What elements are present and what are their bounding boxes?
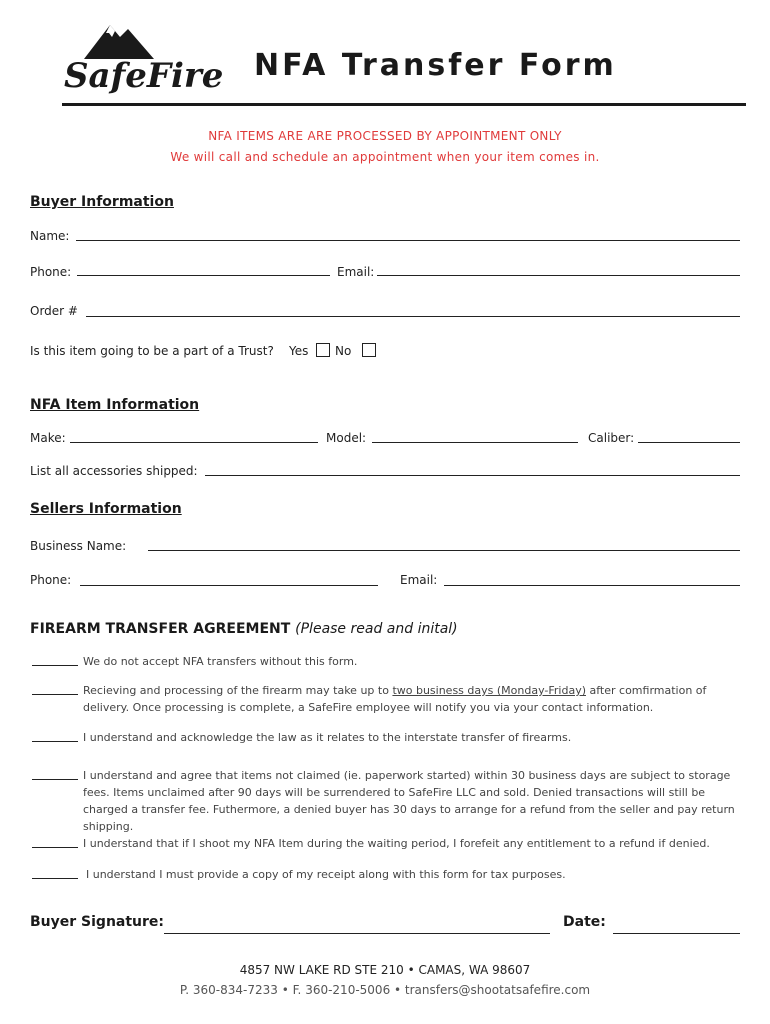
agreement-heading xyxy=(30,621,458,637)
accessories-label: List all accessories shipped: xyxy=(30,464,198,478)
footer-address: 4857 NW LAKE RD STE 210 • CAMAS, WA 98607 xyxy=(239,963,531,977)
caliber-field[interactable] xyxy=(638,442,740,443)
order-number-label: Order # xyxy=(30,304,78,318)
buyer-phone-field[interactable] xyxy=(77,275,330,276)
initial-blank-5[interactable] xyxy=(32,847,78,848)
date-field[interactable] xyxy=(613,933,740,934)
trust-yes-checkbox[interactable] xyxy=(316,343,330,357)
accessories-field[interactable] xyxy=(205,475,740,476)
trust-no-label: No xyxy=(335,344,352,358)
business-name-field[interactable] xyxy=(148,550,740,551)
initial-blank-6[interactable] xyxy=(32,878,78,879)
buyer-email-field[interactable] xyxy=(377,275,740,276)
initial-blank-1[interactable] xyxy=(32,665,78,666)
agreement-item-2-underlined: two business days (Monday-Friday) xyxy=(392,684,586,697)
initial-blank-2[interactable] xyxy=(32,694,78,695)
agreement-item-6: I understand I must provide a copy of my receipt along with this form for tax purposes. xyxy=(86,868,566,881)
date-label: Date: xyxy=(563,914,606,930)
agreement-item-2-post: after comfirmation of delivery. Once processing is complete, a SafeFire employee will notify you via your contact information. xyxy=(83,684,707,714)
buyer-signature-field[interactable] xyxy=(164,933,550,934)
appointment-notice: NFA ITEMS ARE ARE PROCESSED BY APPOINTMENT ONLY xyxy=(208,129,562,143)
page-title: NFA Transfer Form xyxy=(254,48,617,83)
trust-yes-label: Yes xyxy=(289,344,309,358)
seller-phone-label: Phone: xyxy=(30,573,72,587)
safefire-logo xyxy=(62,15,222,95)
logo-text: SafeFire xyxy=(64,56,222,95)
buyer-info-heading: Buyer Information xyxy=(30,194,174,210)
trust-question: Is this item going to be a part of a Trust? xyxy=(30,344,274,358)
title-divider xyxy=(62,103,746,106)
footer-contact: P. 360-834-7233 • F. 360-210-5006 • transfers@shootatsafefire.com xyxy=(179,983,591,997)
agreement-item-2 xyxy=(83,682,743,716)
buyer-name-field[interactable] xyxy=(76,240,740,241)
initial-blank-4[interactable] xyxy=(32,779,78,780)
initial-blank-3[interactable] xyxy=(32,741,78,742)
nfa-item-heading: NFA Item Information xyxy=(30,397,200,413)
caliber-label: Caliber: xyxy=(588,431,635,445)
agreement-item-2-pre: Recieving and processing of the firearm may take up to xyxy=(83,684,393,697)
buyer-phone-label: Phone: xyxy=(30,265,72,279)
agreement-item-1: We do not accept NFA transfers without this form. xyxy=(83,655,358,668)
appointment-subnotice: We will call and schedule an appointment when your item comes in. xyxy=(170,150,600,164)
buyer-name-label: Name: xyxy=(30,229,70,243)
make-field[interactable] xyxy=(70,442,318,443)
business-name-label: Business Name: xyxy=(30,539,127,553)
model-label: Model: xyxy=(326,431,367,445)
seller-email-label: Email: xyxy=(400,573,438,587)
seller-email-field[interactable] xyxy=(444,585,740,586)
agreement-item-5: I understand that if I shoot my NFA Item during the waiting period, I forefeit any entitlement to a refund if denied. xyxy=(83,837,710,850)
seller-phone-field[interactable] xyxy=(80,585,378,586)
agreement-instruction: (Please read and inital) xyxy=(295,621,458,637)
buyer-email-label: Email: xyxy=(337,265,375,279)
agreement-item-4: I understand and agree that items not claimed (ie. paperwork started) within 30 business days are subject to storage fees. Items unclaimed after 90 days will be surrendered to SafeFire LLC and sold. Denied transactions will still be charged a transfer fee. Futhermore, a denied buyer has 30 days to arrange for a refund from the seller and pay return shipping. xyxy=(83,769,735,833)
order-number-field[interactable] xyxy=(86,316,740,317)
model-field[interactable] xyxy=(372,442,578,443)
buyer-signature-label: Buyer Signature: xyxy=(30,914,165,930)
agreement-title: FIREARM TRANSFER AGREEMENT xyxy=(30,621,291,637)
seller-info-heading: Sellers Information xyxy=(30,501,182,517)
agreement-item-3: I understand and acknowledge the law as it relates to the interstate transfer of firearms. xyxy=(83,731,572,744)
trust-no-checkbox[interactable] xyxy=(362,343,376,357)
make-label: Make: xyxy=(30,431,66,445)
